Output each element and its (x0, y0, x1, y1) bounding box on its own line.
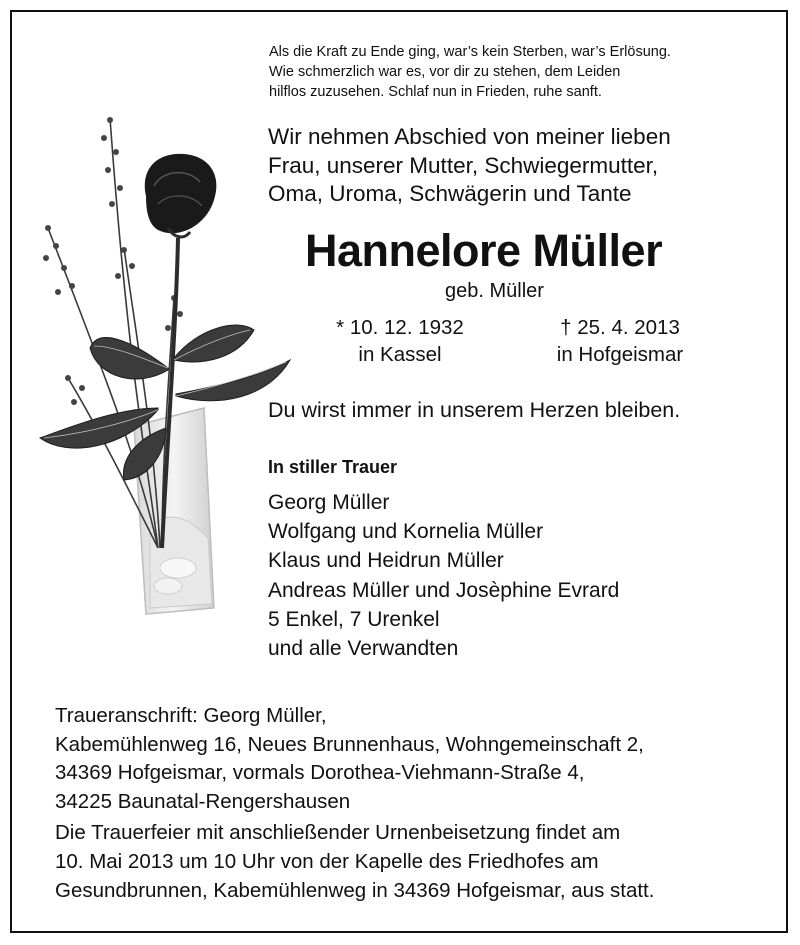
death-info (540, 314, 700, 368)
rose-in-vase-illustration (28, 108, 298, 620)
mourners-list (268, 488, 619, 663)
maiden-name: geb. Müller (445, 280, 544, 302)
address-line: 34225 Baunatal-Rengershausen (55, 789, 351, 813)
poem-line: hilflos zuzusehen. Schlaf nun in Frieden, ruhe sanft. (269, 84, 602, 100)
deceased-name: Hannelore Müller (305, 225, 663, 276)
ceremony-line: Die Trauerfeier mit anschließender Urnenbeisetzung findet am (55, 821, 621, 844)
mourner-item: Klaus und Heidrun Müller (268, 549, 504, 573)
mourning-address (55, 702, 644, 816)
farewell-text: Du wirst immer in unserem Herzen bleiben. (268, 398, 681, 422)
poem-line: Als die Kraft zu Ende ging, war’s kein Sterben, war’s Erlösung. (269, 44, 671, 60)
intro-line: Frau, unserer Mutter, Schwiegermutter, (268, 152, 659, 178)
ceremony-line: 10. Mai 2013 um 10 Uhr von der Kapelle des Friedhofes am (55, 850, 599, 873)
intro-line: Oma, Uroma, Schwägerin und Tante (268, 181, 632, 206)
mourner-item: Georg Müller (268, 491, 390, 514)
ceremony-notice (55, 818, 654, 905)
mourner-item: Wolfgang und Kornelia Müller (268, 520, 544, 544)
death-date: † 25. 4. 2013 (560, 316, 680, 339)
intro-line: Wir nehmen Abschied von meiner lieben (268, 124, 671, 149)
birth-date: * 10. 12. 1932 (336, 316, 464, 339)
mourner-item: 5 Enkel, 7 Urenkel (268, 607, 440, 631)
intro-text (268, 123, 671, 209)
birth-place: in Kassel (358, 343, 442, 366)
birth-info (322, 314, 478, 368)
death-place: in Hofgeismar (556, 343, 684, 366)
address-line: 34369 Hofgeismar, vormals Dorothea-Viehmann-Straße 4, (55, 761, 585, 784)
mourner-item: und alle Verwandten (268, 637, 459, 661)
mourner-item: Andreas Müller und Josèphine Evrard (268, 578, 620, 602)
address-line: Kabemühlenweg 16, Neues Brunnenhaus, Wohngemeinschaft 2, (55, 732, 644, 756)
poem (269, 42, 671, 102)
address-line: Traueranschrift: Georg Müller, (55, 704, 327, 727)
ceremony-line: Gesundbrunnen, Kabemühlenweg in 34369 Hofgeismar, aus statt. (55, 879, 655, 902)
mourning-heading: In stiller Trauer (268, 457, 398, 477)
poem-line: Wie schmerzlich war es, vor dir zu stehen, dem Leiden (269, 64, 621, 80)
